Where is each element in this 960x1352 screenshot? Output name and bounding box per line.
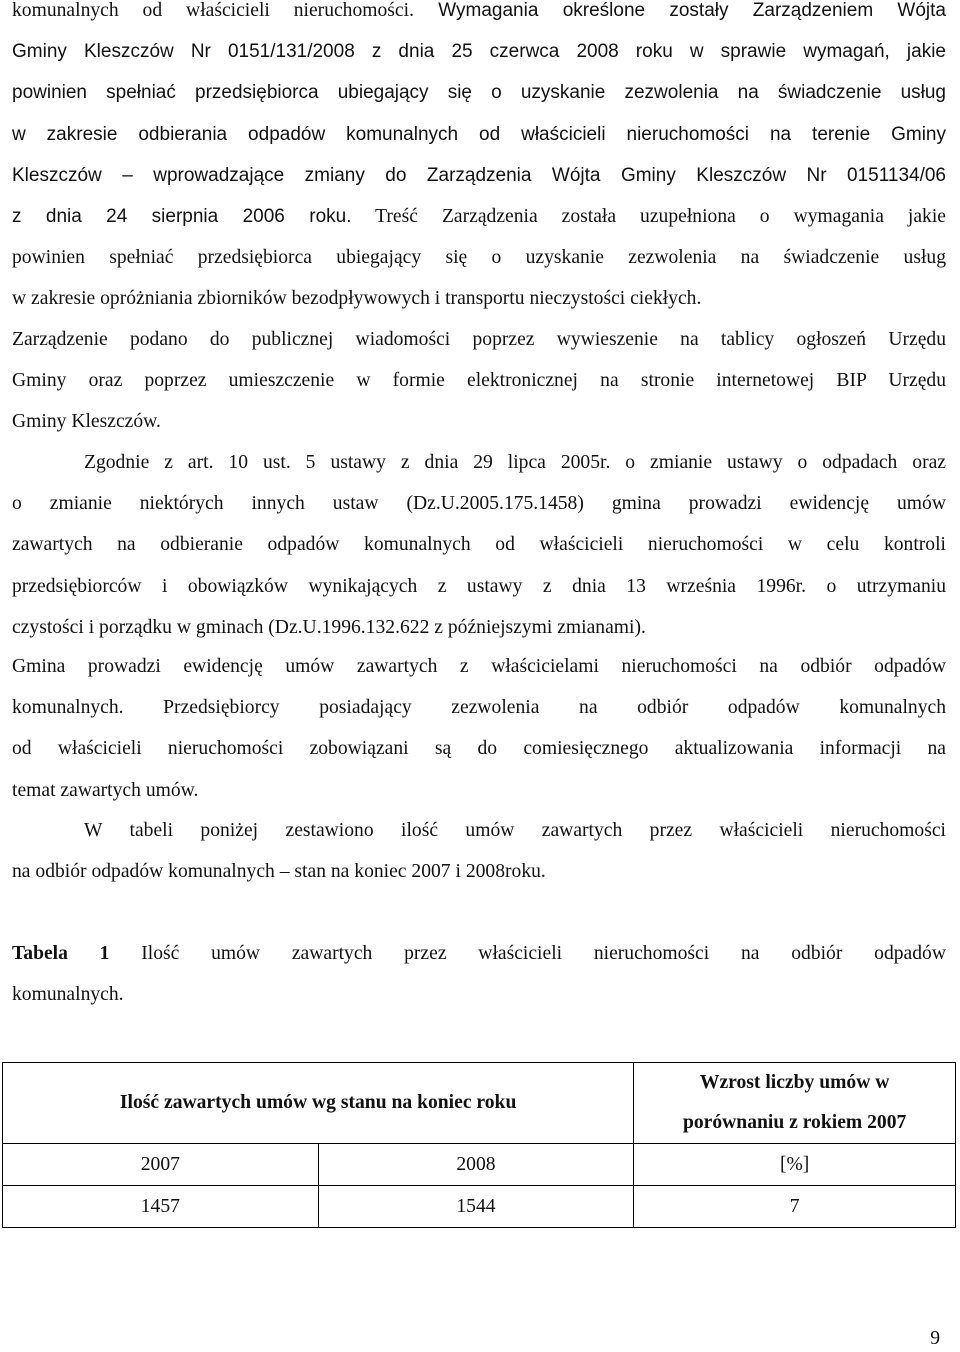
table-cell: 1544 bbox=[318, 1186, 634, 1228]
caption-text: komunalnych. bbox=[12, 984, 124, 1006]
paragraph-line: Gmina prowadzi ewidencję umów zawartych z właścicielami nieruchomości na odbiór odpadów bbox=[12, 656, 946, 677]
paragraph-line: od właścicieli nieruchomości zobowiązani są do comiesięcznego aktualizowania informacji na bbox=[12, 738, 946, 760]
table-subheader: 2008 bbox=[318, 1144, 634, 1186]
paragraph-line: komunalnych. Przedsiębiorcy posiadający zezwolenia na odbiór odpadów komunalnych bbox=[12, 697, 946, 719]
paragraph-line: Gminy Kleszczów Nr 0151/131/2008 z dnia 25 czerwca 2008 roku w sprawie wymagań, jakie bbox=[12, 41, 946, 63]
paragraph-line: na odbiór odpadów komunalnych – stan na koniec 2007 i 2008roku. bbox=[12, 861, 546, 883]
paragraph-3 bbox=[12, 442, 946, 648]
paragraph-line bbox=[12, 0, 946, 31]
caption-text: Ilość umów zawartych przez właścicieli nieruchomości na odbiór odpadów bbox=[109, 943, 946, 964]
paragraph-line: Gminy oraz poprzez umieszczenie w formie elektronicznej na stronie internetowej BIP Urzędu bbox=[12, 370, 946, 392]
table-row bbox=[3, 1186, 956, 1228]
paragraph-line: czystości i porządku w gminach (Dz.U.1996.132.622 z późniejszymi zmianami). bbox=[12, 616, 646, 638]
table-cell: 1457 bbox=[3, 1186, 319, 1228]
paragraph-text: z dnia 24 sierpnia 2006 roku. bbox=[12, 206, 352, 228]
table-header-text: porównaniu z rokiem 2007 bbox=[682, 1112, 907, 1133]
paragraph-line: w zakresie opróżniania zbiorników bezodpływowych i transportu nieczystości ciekłych. bbox=[12, 288, 702, 310]
table-cell: 7 bbox=[634, 1186, 956, 1228]
paragraph-line: Gminy Kleszczów. bbox=[12, 411, 161, 433]
table-header-right bbox=[634, 1063, 956, 1144]
paragraph-line: zawartych na odbieranie odpadów komunalnych od właścicieli nieruchomości w celu kontroli bbox=[12, 534, 946, 556]
paragraph-text: komunalnych od właścicieli nieruchomości. bbox=[12, 0, 414, 21]
paragraph-line: temat zawartych umów. bbox=[12, 779, 199, 801]
paragraph-line: powinien spełniać przedsiębiorca ubiegający się o uzyskanie zezwolenia na świadczenie usług bbox=[12, 247, 946, 269]
paragraph-line bbox=[12, 196, 946, 237]
paragraph-4 bbox=[12, 646, 946, 811]
table-caption bbox=[12, 933, 946, 1015]
table-subheader: 2007 bbox=[3, 1144, 319, 1186]
caption-line bbox=[12, 933, 946, 974]
paragraph-1 bbox=[12, 0, 946, 320]
paragraph-2 bbox=[12, 319, 946, 443]
paragraph-line: W tabeli poniżej zestawiono ilość umów zawartych przez właścicieli nieruchomości bbox=[84, 820, 946, 841]
table-header-text: Wzrost liczby umów w bbox=[699, 1072, 890, 1093]
paragraph-line: w zakresie odbierania odpadów komunalnych od właścicieli nieruchomości na terenie Gminy bbox=[12, 123, 946, 145]
paragraph-text: Treść Zarządzenia została uzupełniona o wymagania jakie bbox=[351, 206, 946, 228]
paragraph-line: Zgodnie z art. 10 ust. 5 ustawy z dnia 29 lipca 2005r. o zmianie ustawy o odpadach oraz bbox=[84, 452, 946, 473]
paragraph-line: o zmianie niektórych innych ustaw (Dz.U.2005.175.1458) gmina prowadzi ewidencję umów bbox=[12, 493, 946, 515]
table-subheader: [%] bbox=[634, 1144, 956, 1186]
table-header-left bbox=[3, 1063, 634, 1144]
paragraph-line: powinien spełniać przedsiębiorca ubiegający się o uzyskanie zezwolenia na świadczenie usług bbox=[12, 82, 946, 104]
table-header-text: Ilość zawartych umów wg stanu na koniec roku bbox=[119, 1092, 517, 1113]
paragraph-text: Wymagania określone zostały Zarządzeniem Wójta bbox=[413, 0, 946, 21]
paragraph-line: Kleszczów – wprowadzające zmiany do Zarządzenia Wójta Gminy Kleszczów Nr 0151134/06 bbox=[12, 164, 946, 186]
paragraph-5 bbox=[12, 810, 946, 892]
caption-label: Tabela 1 bbox=[12, 943, 110, 964]
paragraph-line: Zarządzenie podano do publicznej wiadomości poprzez wywieszenie na tablicy ogłoszeń Urzędu bbox=[12, 329, 946, 350]
contracts-table bbox=[2, 1062, 956, 1228]
paragraph-line: przedsiębiorców i obowiązków wynikających z ustawy z dnia 13 września 1996r. o utrzymaniu bbox=[12, 575, 946, 597]
page-number: 9 bbox=[930, 1328, 940, 1349]
